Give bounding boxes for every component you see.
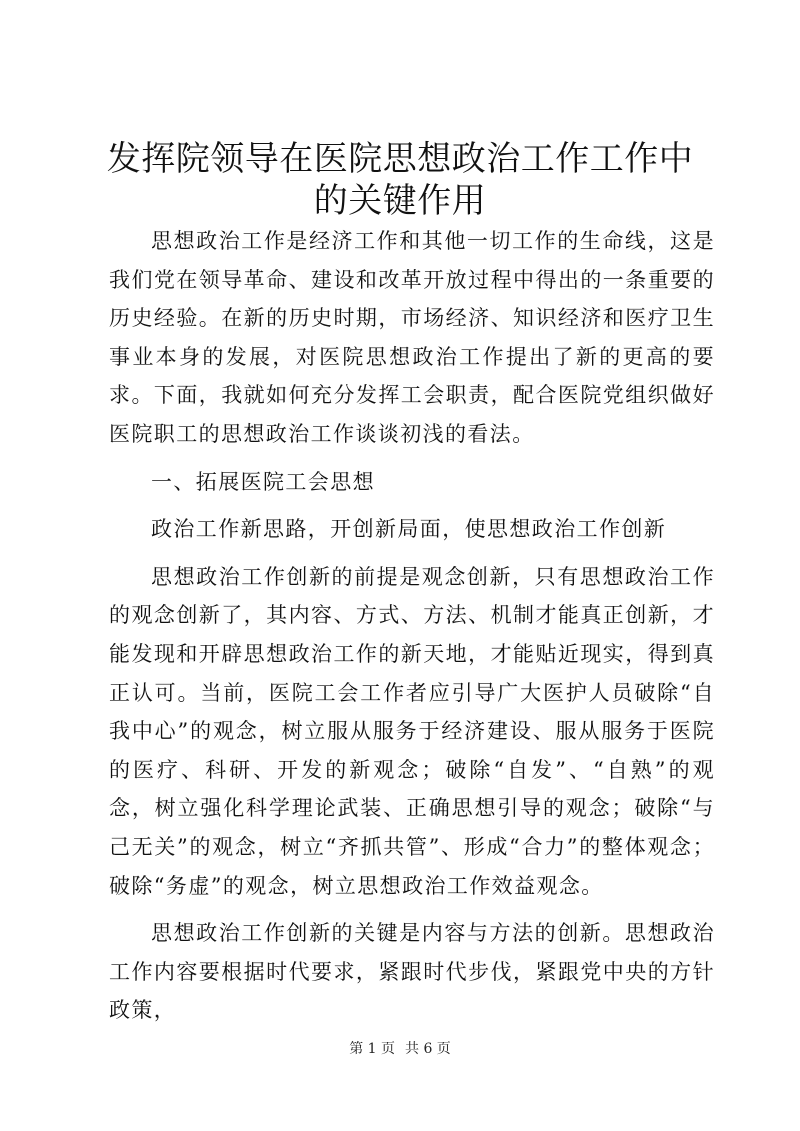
body-paragraph: 思想政治工作创新的关键是内容与方法的创新。思想政治工作内容要根据时代要求，紧跟时代步伐，紧跟党中央的方针政策， [109, 921, 715, 1023]
page-number: 第 1 页 [349, 1041, 395, 1057]
page-footer [0, 1040, 800, 1058]
body-paragraph: 政治工作新思路，开创新局面，使思想政治工作创新 [151, 517, 667, 542]
page-total: 共 6 页 [405, 1041, 451, 1057]
document-body [109, 222, 715, 1030]
body-paragraph: 思想政治工作创新的前提是观念创新，只有思想政治工作的观念创新了，其内容、方式、方法、机制才能真正创新，才能发现和开辟思想政治工作的新天地，才能贴近现实，得到真正认可。当前，医院工会工作者应引导广大医护人员破除“自我中心”的观念，树立服从服务于经济建设、服从服务于医院的医疗、科研、开发的新观念；破除“自发”、“自熟”的观念，树立强化科学理论武装、正确思想引导的观念；破除“与己无关”的观念，树立“齐抓共管”、形成“合力”的整体观念；破除“务虚”的观念，树立思想政治工作效益观念。 [109, 564, 715, 898]
section-heading: 一、拓展医院工会思想 [151, 469, 375, 494]
document-title: 发挥院领导在医院思想政治工作工作中的关键作用 [106, 139, 694, 221]
body-paragraph: 思想政治工作是经济工作和其他一切工作的生命线，这是我们党在领导革命、建设和改革开放过程中得出的一条重要的历史经验。在新的历史时期，市场经济、知识经济和医疗卫生事业本身的发展，对医院思想政治工作提出了新的更高的要求。下面，我就如何充分发挥工会职责，配合医院党组织做好医院职工的思想政治工作谈谈初浅的看法。 [109, 229, 715, 446]
